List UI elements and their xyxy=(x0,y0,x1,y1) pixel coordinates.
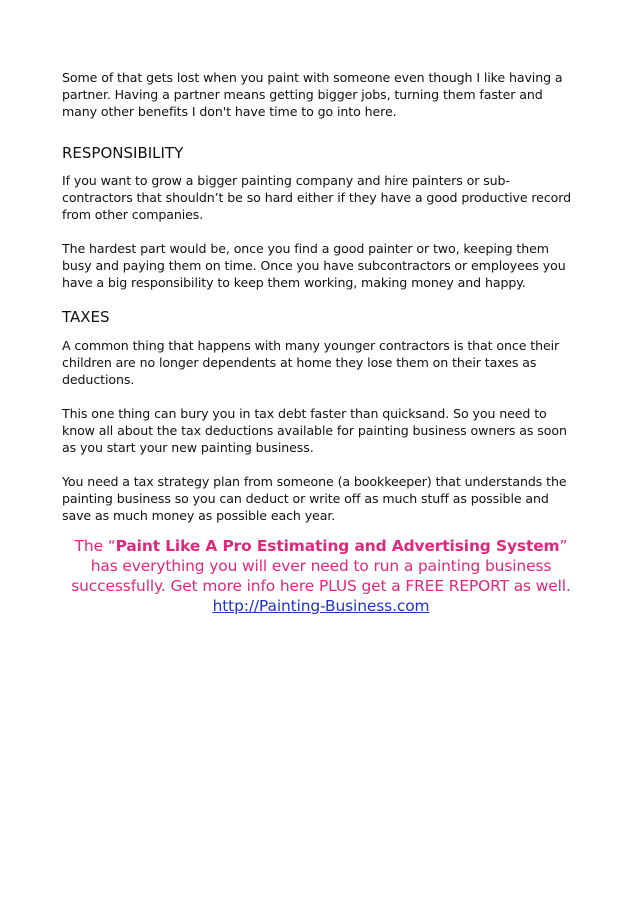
promo-body: has everything you will ever need to run a painting business successfully. Get more info here PLUS get a FREE REPORT as well. xyxy=(71,557,571,595)
taxes-paragraph-3: You need a tax strategy plan from someone (a bookkeeper) that understands the painting business so you can deduct or write off as much stuff as possible and save as much money as possible each year. xyxy=(62,474,567,523)
promo-close-quote: ” xyxy=(559,537,568,555)
responsibility-paragraph-1: If you want to grow a bigger painting company and hire painters or sub-contractors that shouldn’t be so hard either if they have a good productive record from other companies. xyxy=(62,173,571,222)
taxes-paragraph-1: A common thing that happens with many younger contractors is that once their children are no longer dependents at home they lose them on their taxes as deductions. xyxy=(62,338,560,387)
taxes-paragraph-2: This one thing can bury you in tax debt faster than quicksand. So you need to know all about the tax deductions available for painting business owners as soon as you start your new painting business. xyxy=(62,406,567,455)
promo-product-name: Paint Like A Pro Estimating and Advertising System xyxy=(115,537,560,555)
promo-open-quote: “ xyxy=(107,537,116,555)
section-heading-taxes: TAXES xyxy=(62,308,110,326)
promo-prefix: The xyxy=(74,537,108,555)
intro-paragraph: Some of that gets lost when you paint with someone even though I like having a partner. Having a partner means getting bigger jobs, turning them faster and many other benefits I don't have time to go into here. xyxy=(62,70,563,119)
document-page xyxy=(62,69,580,616)
promo-link[interactable]: http://Painting-Business.com xyxy=(212,597,430,615)
responsibility-paragraph-2: The hardest part would be, once you find a good painter or two, keeping them busy and paying them on time. Once you have subcontractors or employees you have a big responsibility to keep them working, making money and happy. xyxy=(62,241,566,290)
section-heading-responsibility: RESPONSIBILITY xyxy=(62,144,184,162)
promo-callout xyxy=(62,536,580,616)
